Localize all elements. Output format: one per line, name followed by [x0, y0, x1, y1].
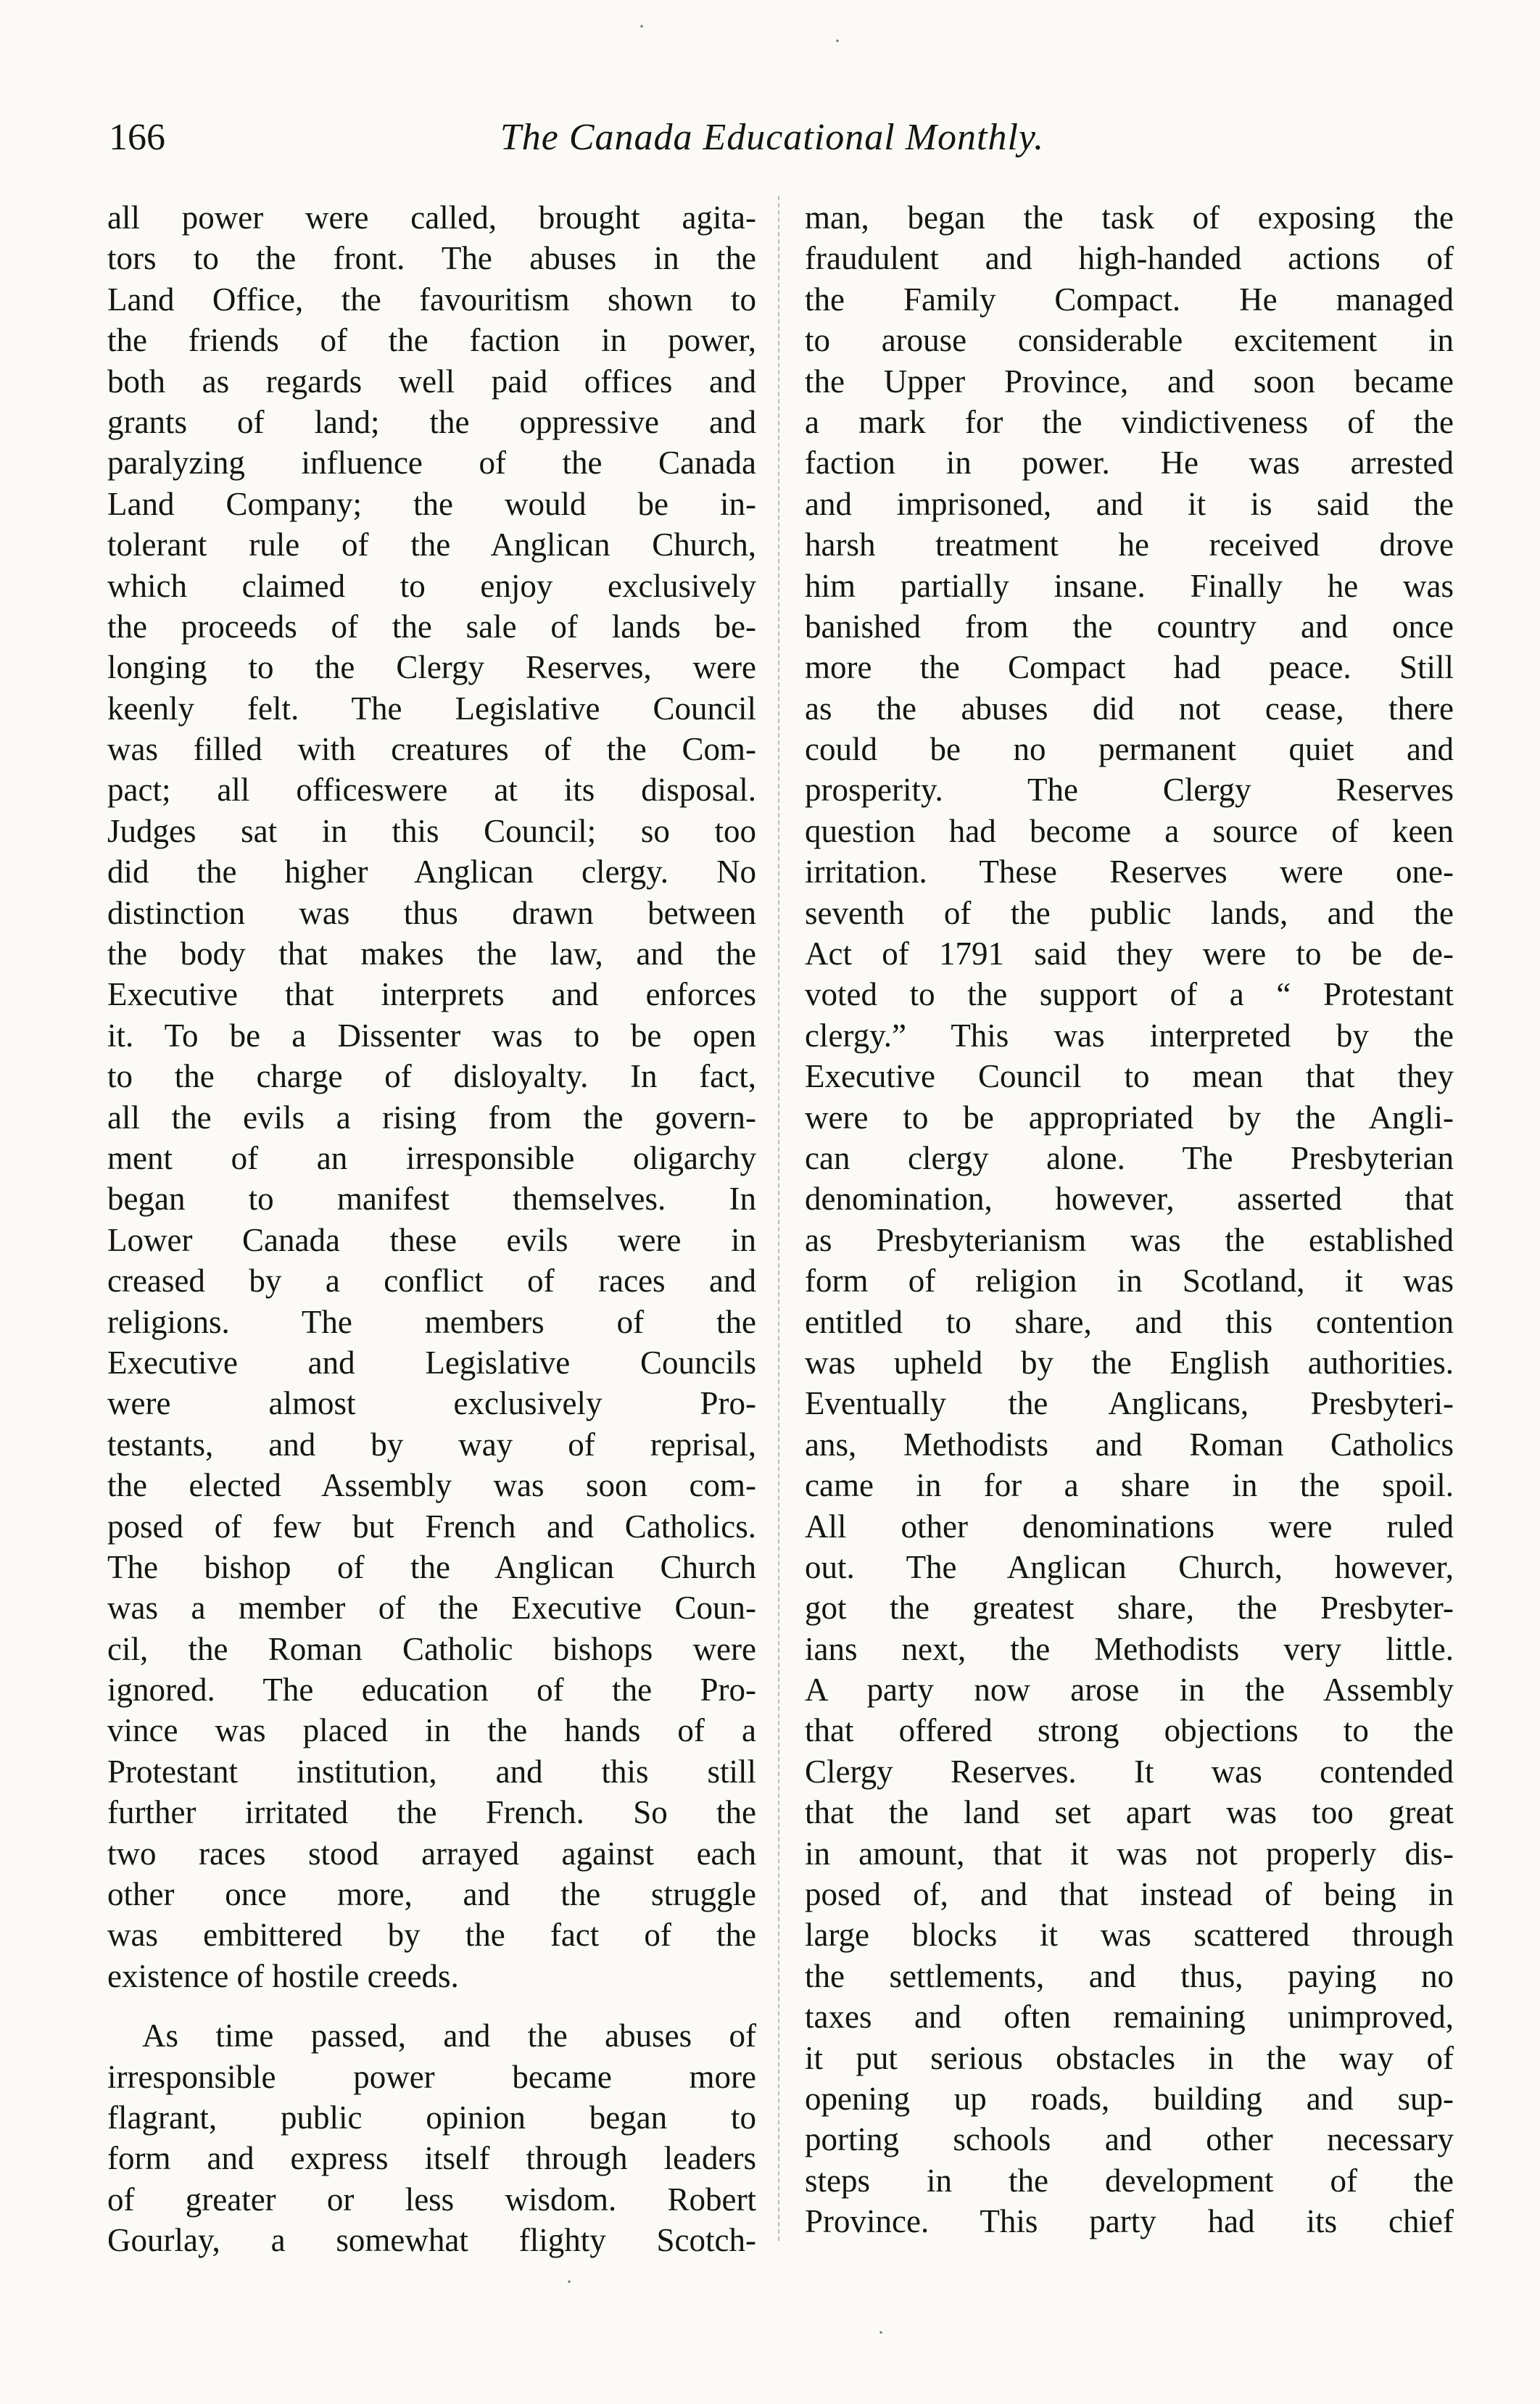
text-line: and imprisoned, and it is said the	[805, 485, 1454, 522]
text-line: the settlements, and thus, paying no	[805, 1957, 1454, 1994]
text-line: irresponsible power became more	[107, 2058, 756, 2095]
text-line: As time passed, and the abuses of	[142, 2017, 756, 2054]
text-line: it. To be a Dissenter was to be open	[107, 1017, 756, 1054]
text-line: steps in the development of the	[805, 2162, 1454, 2199]
text-line: the elected Assembly was soon com-	[107, 1467, 756, 1504]
running-title: The Canada Educational Monthly.	[500, 117, 1045, 158]
text-line: All other denominations were ruled	[805, 1508, 1454, 1545]
text-line: the Upper Province, and soon became	[805, 363, 1454, 400]
text-line: A party now arose in the Assembly	[805, 1672, 1454, 1709]
text-line: the Family Compact. He managed	[805, 281, 1454, 318]
text-line: to arouse considerable excitement in	[805, 322, 1454, 359]
text-line: can clergy alone. The Presbyterian	[805, 1139, 1454, 1176]
text-line: other once more, and the struggle	[107, 1876, 756, 1913]
text-line: were almost exclusively Pro-	[107, 1385, 756, 1422]
scan-speck: ·	[877, 2321, 885, 2345]
text-line: the friends of the faction in power,	[107, 322, 756, 359]
text-line: in amount, that it was not properly dis-	[805, 1835, 1454, 1872]
text-line: more the Compact had peace. Still	[805, 649, 1454, 686]
text-line: as Presbyterianism was the established	[805, 1221, 1454, 1258]
text-line: was a member of the Executive Coun-	[107, 1590, 756, 1627]
text-line: harsh treatment he received drove	[805, 526, 1454, 563]
text-line: question had become a source of keen	[805, 812, 1454, 849]
text-line: denomination, however, asserted that	[805, 1181, 1454, 1218]
text-line: Judges sat in this Council; so too	[107, 812, 756, 849]
scan-speck: ·	[638, 15, 645, 38]
scan-speck: ·	[834, 29, 841, 53]
text-line: tolerant rule of the Anglican Church,	[107, 526, 756, 563]
text-line: opening up roads, building and sup-	[805, 2080, 1454, 2117]
text-line: Province. This party had its chief	[805, 2203, 1454, 2240]
text-line: keenly felt. The Legislative Council	[107, 690, 756, 727]
scan-speck: ·	[566, 2270, 573, 2294]
text-line: existence of hostile creeds.	[107, 1957, 459, 1994]
text-line: both as regards well paid offices and	[107, 363, 756, 400]
text-line: ment of an irresponsible oligarchy	[107, 1139, 756, 1176]
text-line: was embittered by the fact of the	[107, 1917, 756, 1954]
text-line: was filled with creatures of the Com-	[107, 731, 756, 768]
text-line: seventh of the public lands, and the	[805, 894, 1454, 931]
text-line: porting schools and other necessary	[805, 2121, 1454, 2158]
text-line: Executive and Legislative Councils	[107, 1344, 756, 1381]
text-line: paralyzing influence of the Canada	[107, 445, 756, 482]
text-line: the proceeds of the sale of lands be-	[107, 608, 756, 645]
text-line: as the abuses did not cease, there	[805, 690, 1454, 727]
text-line: religions. The members of the	[107, 1303, 756, 1340]
text-line: began to manifest themselves. In	[107, 1181, 756, 1218]
text-line: that offered strong objections to the	[805, 1712, 1454, 1749]
text-line: irritation. These Reserves were one-	[805, 854, 1454, 891]
text-line: Executive that interprets and enforces	[107, 976, 756, 1013]
text-line: entitled to share, and this contention	[805, 1303, 1454, 1340]
text-line: Gourlay, a somewhat flighty Scotch-	[107, 2222, 756, 2259]
text-line: fraudulent and high-handed actions of	[805, 240, 1454, 277]
page-header	[109, 109, 1436, 167]
text-line: ignored. The education of the Pro-	[107, 1672, 756, 1709]
text-line: pact; all officeswere at its disposal.	[107, 772, 756, 809]
text-line: vince was placed in the hands of a	[107, 1712, 756, 1749]
text-line: form and express itself through leaders	[107, 2140, 756, 2177]
text-line: that the land set apart was too great	[805, 1794, 1454, 1831]
right-column	[805, 197, 1454, 2242]
text-line: Land Company; the would be in-	[107, 485, 756, 522]
text-line: flagrant, public opinion began to	[107, 2099, 756, 2136]
text-line: taxes and often remaining unimproved,	[805, 1999, 1454, 2036]
text-line: posed of, and that instead of being in	[805, 1876, 1454, 1913]
text-line: could be no permanent quiet and	[805, 731, 1454, 768]
text-line: prosperity. The Clergy Reserves	[805, 772, 1454, 809]
text-line: did the higher Anglican clergy. No	[107, 854, 756, 891]
text-line: distinction was thus drawn between	[107, 894, 756, 931]
text-line: him partially insane. Finally he was	[805, 567, 1454, 604]
text-line: came in for a share in the spoil.	[805, 1467, 1454, 1504]
text-line: out. The Anglican Church, however,	[805, 1548, 1454, 1585]
text-line: cil, the Roman Catholic bishops were	[107, 1630, 756, 1667]
text-line: to the charge of disloyalty. In fact,	[107, 1058, 756, 1095]
column-divider	[778, 196, 779, 2241]
text-line: was upheld by the English authorities.	[805, 1344, 1454, 1381]
text-line: it put serious obstacles in the way of	[805, 2039, 1454, 2076]
text-line: got the greatest share, the Presbyter-	[805, 1590, 1454, 1627]
text-line: testants, and by way of reprisal,	[107, 1426, 756, 1463]
left-column	[107, 197, 756, 2261]
text-line: Eventually the Anglicans, Presbyteri-	[805, 1385, 1454, 1422]
page-number: 166	[109, 117, 165, 158]
text-line: further irritated the French. So the	[107, 1794, 756, 1831]
text-line: clergy.” This was interpreted by the	[805, 1017, 1454, 1054]
text-line: Protestant institution, and this still	[107, 1753, 756, 1790]
text-line: ians next, the Methodists very little.	[805, 1630, 1454, 1667]
text-line: a mark for the vindictiveness of the	[805, 403, 1454, 440]
text-line: Act of 1791 said they were to be de-	[805, 935, 1454, 972]
text-line: banished from the country and once	[805, 608, 1454, 645]
text-line: which claimed to enjoy exclusively	[107, 567, 756, 604]
text-line: faction in power. He was arrested	[805, 445, 1454, 482]
text-line: The bishop of the Anglican Church	[107, 1548, 756, 1585]
text-line: man, began the task of exposing the	[805, 199, 1454, 236]
text-line: Lower Canada these evils were in	[107, 1221, 756, 1258]
text-line: all the evils a rising from the govern-	[107, 1099, 756, 1136]
text-line: of greater or less wisdom. Robert	[107, 2181, 756, 2218]
text-line: two races stood arrayed against each	[107, 1835, 756, 1872]
text-line: ans, Methodists and Roman Catholics	[805, 1426, 1454, 1463]
text-line: tors to the front. The abuses in the	[107, 240, 756, 277]
text-line: Executive Council to mean that they	[805, 1058, 1454, 1095]
text-line: longing to the Clergy Reserves, were	[107, 649, 756, 686]
text-line: posed of few but French and Catholics.	[107, 1508, 756, 1545]
text-line: the body that makes the law, and the	[107, 935, 756, 972]
text-line: grants of land; the oppressive and	[107, 403, 756, 440]
text-line: were to be appropriated by the Angli-	[805, 1099, 1454, 1136]
text-line: creased by a conflict of races and	[107, 1263, 756, 1300]
text-line: all power were called, brought agita-	[107, 199, 756, 236]
text-line: voted to the support of a “ Protestant	[805, 976, 1454, 1013]
paragraph-break	[107, 1996, 756, 2015]
text-line: form of religion in Scotland, it was	[805, 1263, 1454, 1300]
text-line: Land Office, the favouritism shown to	[107, 281, 756, 318]
text-line: large blocks it was scattered through	[805, 1917, 1454, 1954]
text-line: Clergy Reserves. It was contended	[805, 1753, 1454, 1790]
